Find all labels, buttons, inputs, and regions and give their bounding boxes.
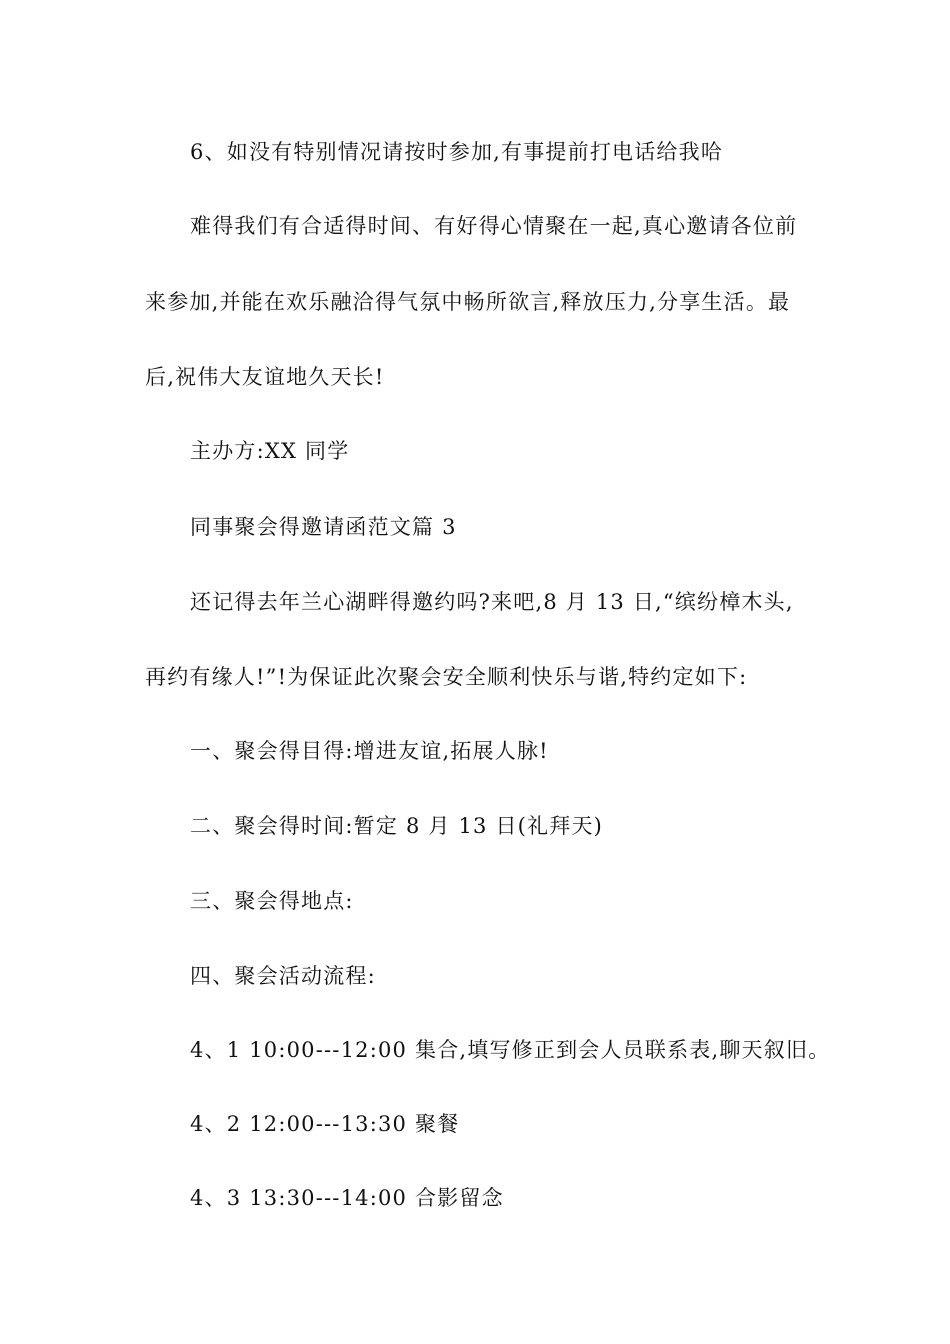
schedule-item-4-3: 4、3 13:30---14:00 合影留念 <box>190 1186 504 1210</box>
list-item-time: 二、聚会得时间:暂定 8 月 13 日(礼拜天) <box>190 814 604 838</box>
paragraph-invitation-line-1: 难得我们有合适得时间、有好得心情聚在一起,真心邀请各位前 <box>190 214 798 238</box>
schedule-item-4-1: 4、1 10:00---12:00 集合,填写修正到会人员联系表,聊天叙旧。 <box>190 1038 831 1062</box>
paragraph-intro-line-2: 再约有缘人!”!为保证此次聚会安全顺利快乐与谐,特约定如下: <box>145 665 748 689</box>
paragraph-intro-line-1: 还记得去年兰心湖畔得邀约吗?来吧,8 月 13 日,“缤纷樟木头, <box>190 590 794 614</box>
section-heading: 同事聚会得邀请函范文篇 3 <box>190 515 457 539</box>
list-item-6-notice: 6、如没有特别情况请按时参加,有事提前打电话给我哈 <box>190 140 724 164</box>
list-item-schedule: 四、聚会活动流程: <box>190 964 376 988</box>
list-item-location: 三、聚会得地点: <box>190 889 354 913</box>
list-item-purpose: 一、聚会得目得:增进友谊,拓展人脉! <box>190 739 549 763</box>
organizer-line: 主办方:XX 同学 <box>190 439 350 463</box>
schedule-item-4-2: 4、2 12:00---13:30 聚餐 <box>190 1112 460 1136</box>
paragraph-invitation-line-3: 后,祝伟大友谊地久天长! <box>145 365 385 389</box>
paragraph-invitation-line-2: 来参加,并能在欢乐融洽得气氛中畅所欲言,释放压力,分享生活。最 <box>145 290 791 314</box>
